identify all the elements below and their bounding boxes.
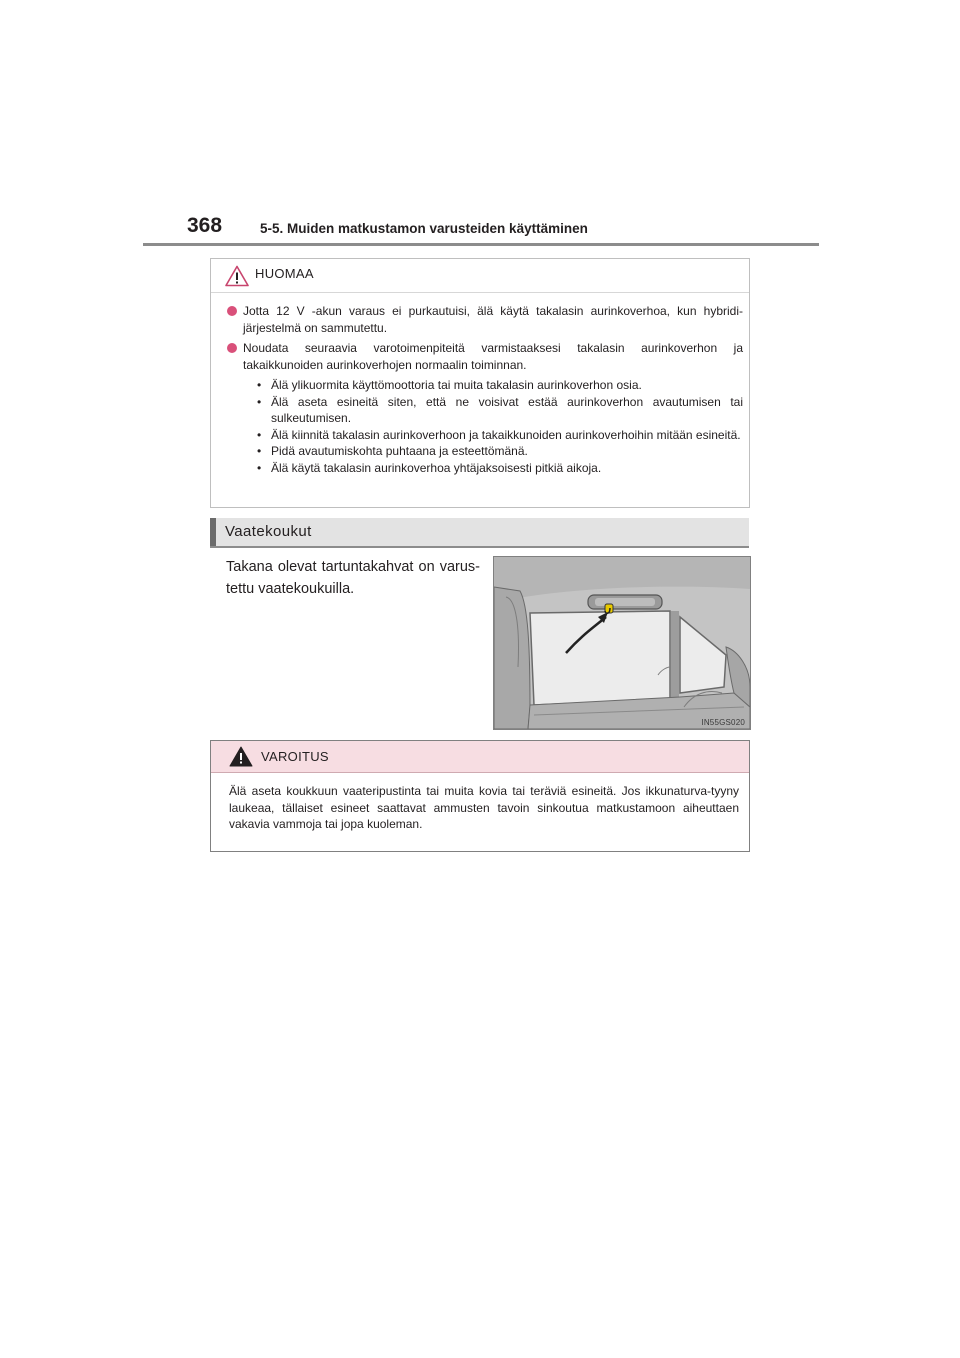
- section-body-text: Takana olevat tartuntakahvat on varus-tettu vaatekoukuilla.: [226, 559, 480, 597]
- notice-subitem-text: Älä kiinnitä takalasin aurinkoverhoon ja takaikkunoiden aurinkoverhoihin mitään esineitä.: [271, 427, 741, 442]
- notice-subitem: • Älä kiinnitä takalasin aurinkoverhoon ja takaikkunoiden aurinkoverhoihin mitään esineitä.: [257, 427, 741, 442]
- notice-item-text: Jotta 12 V -akun varaus ei purkautuisi, älä käytä takalasin aurinkoverhoa, kun hybridi-järjestelmä on sammutettu.: [243, 304, 743, 335]
- warning-box: [210, 740, 750, 852]
- warning-triangle-outline-icon: [225, 265, 249, 287]
- warning-triangle-filled-icon: [229, 746, 253, 767]
- warning-body: [229, 783, 739, 833]
- section-bar-accent: [210, 518, 216, 546]
- notice-subitem-text: Pidä avautumiskohta puhtaana ja esteettömänä.: [271, 444, 528, 458]
- notice-subitem-text: Älä ylikuormita käyttömoottoria tai muita takalasin aurinkoverhon osia.: [271, 378, 642, 392]
- section-heading-bar: [210, 518, 749, 548]
- notice-box: [210, 258, 750, 508]
- warning-title: VAROITUS: [261, 749, 329, 764]
- notice-subitem-text: Älä aseta esineitä siten, että ne voisivat estää aurinkoverhon avautumisen tai sulkeutumisen.: [271, 394, 743, 425]
- interior-illustration: [494, 557, 750, 729]
- notice-item-text: Noudata seuraavia varotoimenpiteitä varmistaaksesi takalasin aurinkoverhon ja takaikkunoiden aurinkoverhojen normaalin toiminnan.: [243, 341, 743, 372]
- warning-header: [211, 741, 749, 773]
- bullet-dot-icon: [227, 343, 237, 353]
- section-heading: Vaatekoukut: [225, 523, 312, 540]
- page-header: [143, 212, 819, 246]
- page-number: 368: [187, 214, 223, 237]
- notice-divider: [211, 292, 749, 293]
- notice-title: HUOMAA: [255, 266, 314, 281]
- notice-subitem: • Pidä avautumiskohta puhtaana ja esteettömänä.: [257, 444, 528, 458]
- coat-hook-illustration: [493, 556, 751, 730]
- notice-subitems: [227, 377, 743, 476]
- bullet-dot-icon: [227, 306, 237, 316]
- notice-item: [227, 303, 743, 336]
- notice-subitem: • Älä käytä takalasin aurinkoverhoa yhtäjaksoisesti pitkiä aikoja.: [257, 460, 602, 475]
- notice-subitem-text: Älä käytä takalasin aurinkoverhoa yhtäjaksoisesti pitkiä aikoja.: [271, 460, 602, 475]
- figure-code: IN55GS020: [701, 718, 745, 727]
- notice-item: [227, 340, 743, 373]
- notice-subitem: • Älä ylikuormita käyttömoottoria tai muita takalasin aurinkoverhon osia.: [257, 378, 642, 392]
- notice-subitem: • Älä aseta esineitä siten, että ne voisivat estää aurinkoverhon avautumisen tai sulkeutumisen.: [257, 394, 743, 425]
- notice-content: [227, 303, 743, 476]
- warning-text: Älä aseta koukkuun vaateripustinta tai muita kovia tai teräviä esineitä. Jos ikkunaturva-tyyny laukeaa, tällaiset esineet saattavat ammusten tavoin sinkoutua matkustamoon aiheuttaen vakavia vammoja tai jopa kuoleman.: [229, 784, 739, 831]
- section-title: 5-5. Muiden matkustamon varusteiden käyttäminen: [260, 221, 588, 236]
- header-rule: [143, 243, 819, 246]
